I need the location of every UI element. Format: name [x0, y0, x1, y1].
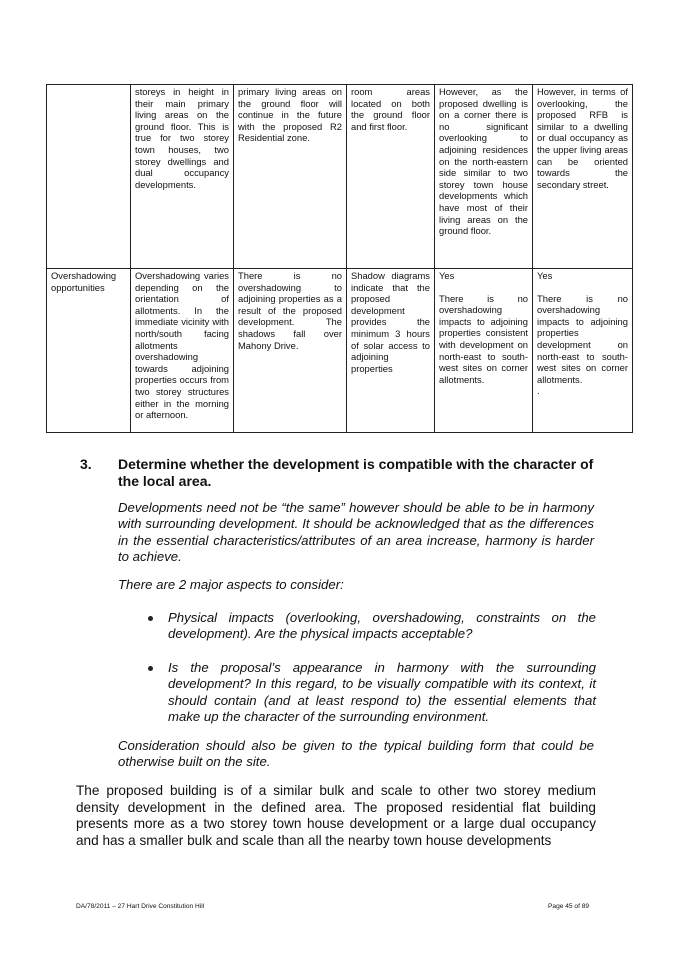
aspects-list	[148, 610, 596, 742]
yes-label: Yes	[537, 270, 553, 281]
table-cell-future: primary living areas on the ground floor will continue in the future with the proposed R2 Residential zone.	[234, 85, 347, 269]
body-paragraph: The proposed building is of a similar bulk and scale to other two storey medium density development in the defined area. The proposed residential flat building presents more as a two storey town house development or a large dual occupancy and has a smaller bulk and scale than all the nearby town house developments	[76, 783, 596, 848]
table-row	[47, 269, 633, 433]
list-item	[148, 660, 596, 726]
table-row	[47, 85, 633, 269]
comment-tail: .	[537, 385, 540, 397]
table-cell-criterion: Overshadowing opportunities	[47, 269, 131, 433]
table-cell-compatibility: However, as the proposed dwelling is on a corner there is no significant overlooking to adjoining residences on the north-eastern side similar to two storey town house developments which have most of their living areas on the ground floor.	[435, 85, 533, 269]
table-cell-compatibility	[435, 269, 533, 433]
table-cell-future: There is no overshadowing to adjoining properties as a result of the proposed development. The shadows fall over Mahony Drive.	[234, 269, 347, 433]
table-cell-comment: However, in terms of overlooking, the proposed RFB is similar to a dwelling or dual occupancy as the upper living areas can be oriented towards the secondary street.	[533, 85, 633, 269]
character-assessment-table	[46, 84, 633, 433]
comment-text: There is no overshadowing impacts to adjoining properties development on north-east to south-west sites on corner allotments.	[537, 292, 628, 385]
section-number: 3.	[80, 456, 92, 472]
table-cell-proposal: Shadow diagrams indicate that the proposed development provides the minimum 3 hours of solar access to adjoining properties	[347, 269, 435, 433]
intro-paragraph: Developments need not be “the same” however should be able to be in harmony with surrounding development. It should be acknowledged that as the differences in the essential characteristics/attributes of an area increase, harmony is harder to achieve.	[118, 500, 594, 565]
list-item-text: Physical impacts (overlooking, overshadowing, constraints on the development). Are the physical impacts acceptable?	[168, 610, 596, 642]
bullet-icon	[148, 616, 153, 621]
list-item	[148, 610, 596, 643]
table-cell-existing: storeys in height in their main primary living areas on the ground floor. This is true for two storey town houses, two storey dwellings and dual occupancy developments.	[131, 85, 234, 269]
consideration-paragraph: Consideration should also be given to the typical building form that could be otherwise built on the site.	[118, 738, 594, 770]
table-cell-existing: Overshadowing varies depending on the orientation of allotments. In the immediate vicinity with north/south facing allotments overshadowing towards adjoining properties occurs from two storey structures either in the morning or afternoon.	[131, 269, 234, 433]
yes-label: Yes	[439, 270, 455, 281]
aspects-paragraph: There are 2 major aspects to consider:	[118, 577, 344, 592]
list-item-text: Is the proposal’s appearance in harmony with the surrounding development? In this regard, to be visually compatible with its context, it should contain (and at least respond to) the essential elements that make up the character of the surrounding environment.	[168, 659, 596, 725]
footer-reference: DA/78/2011 – 27 Hart Drive Constitution Hill	[76, 903, 205, 910]
compatibility-text: There is no overshadowing impacts to adjoining properties consistent with development on north-east to south-west sites on corner allotments.	[439, 292, 528, 385]
table-cell-proposal: room areas located on both the ground floor and first floor.	[347, 85, 435, 269]
table-cell-comment	[533, 269, 633, 433]
table-cell-criterion	[47, 85, 131, 269]
bullet-icon	[148, 666, 153, 671]
page-number: Page 45 of 89	[548, 903, 590, 910]
section-heading: Determine whether the development is compatible with the character of the local area.	[118, 456, 594, 489]
